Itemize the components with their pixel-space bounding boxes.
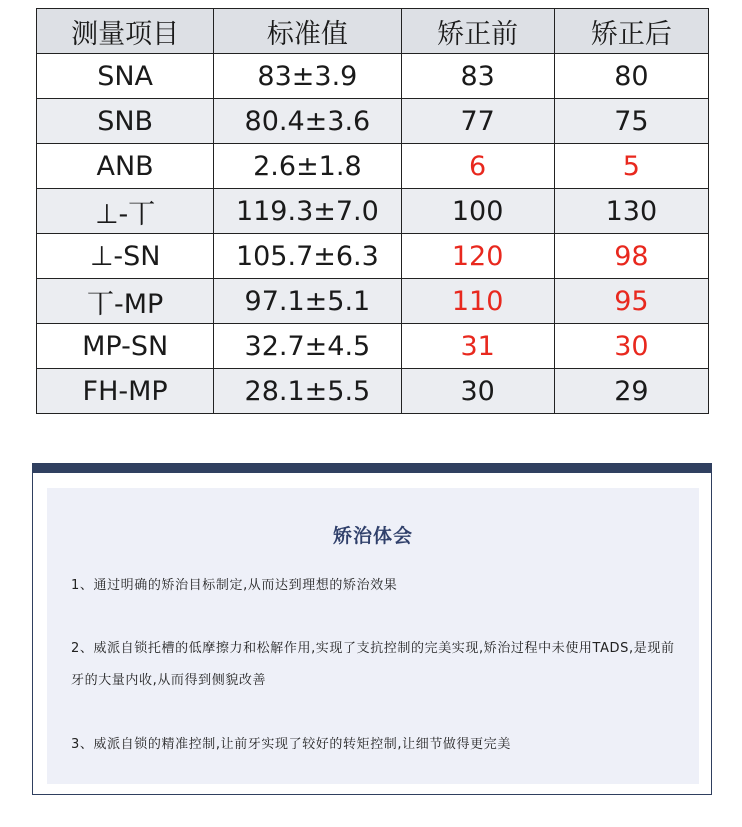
cell-before: 100: [401, 189, 554, 234]
cell-after: 130: [554, 189, 708, 234]
cell-item: ANB: [37, 144, 214, 189]
cell-before: 83: [401, 54, 554, 99]
cell-before: 120: [401, 234, 554, 279]
cell-standard: 105.7±6.3: [214, 234, 401, 279]
cell-item: 丅-MP: [37, 279, 214, 324]
cell-item: SNB: [37, 99, 214, 144]
cell-before: 77: [401, 99, 554, 144]
cell-standard: 83±3.9: [214, 54, 401, 99]
cell-before: 31: [401, 324, 554, 369]
measurement-table: [36, 8, 709, 414]
cell-before: 6: [401, 144, 554, 189]
table-row: [37, 144, 709, 189]
cell-before: 30: [401, 369, 554, 414]
cell-after: 30: [554, 324, 708, 369]
cell-standard: 80.4±3.6: [214, 99, 401, 144]
table-row: [37, 324, 709, 369]
cell-item: MP-SN: [37, 324, 214, 369]
table-row: [37, 54, 709, 99]
cell-after: 75: [554, 99, 708, 144]
card-inner-panel: [47, 488, 699, 784]
table-row: [37, 189, 709, 234]
summary-paragraph-1: 1、通过明确的矫治目标制定,从而达到理想的矫治效果: [71, 578, 398, 593]
cell-standard: 28.1±5.5: [214, 369, 401, 414]
card-top-bar: [33, 464, 711, 473]
cell-item: SNA: [37, 54, 214, 99]
cell-after: 95: [554, 279, 708, 324]
cell-item: ⊥-丅: [37, 189, 214, 234]
cell-standard: 32.7±4.5: [214, 324, 401, 369]
cell-after: 29: [554, 369, 708, 414]
cell-standard: 2.6±1.8: [214, 144, 401, 189]
cell-item: ⊥-SN: [37, 234, 214, 279]
header-standard: 标准值: [214, 9, 401, 54]
table-row: [37, 99, 709, 144]
cell-after: 80: [554, 54, 708, 99]
cell-after: 5: [554, 144, 708, 189]
table-header-row: [37, 9, 709, 54]
summary-card: [32, 463, 712, 795]
header-after: 矫正后: [554, 9, 708, 54]
cell-after: 98: [554, 234, 708, 279]
summary-title: 矫治体会: [332, 525, 413, 547]
table-row: [37, 369, 709, 414]
cell-standard: 119.3±7.0: [214, 189, 401, 234]
summary-paragraph-2: 2、威派自锁托槽的低摩擦力和松解作用,实现了支抗控制的完美实现,矫治过程中未使用TADS,是现前牙的大量内收,从而得到侧貌改善: [71, 641, 675, 688]
cell-before: 110: [401, 279, 554, 324]
cell-item: FH-MP: [37, 369, 214, 414]
table-row: [37, 279, 709, 324]
summary-paragraph-3: 3、威派自锁的精准控制,让前牙实现了较好的转矩控制,让细节做得更完美: [71, 737, 511, 752]
cell-standard: 97.1±5.1: [214, 279, 401, 324]
header-before: 矫正前: [401, 9, 554, 54]
header-item: 测量项目: [37, 9, 214, 54]
table-row: [37, 234, 709, 279]
